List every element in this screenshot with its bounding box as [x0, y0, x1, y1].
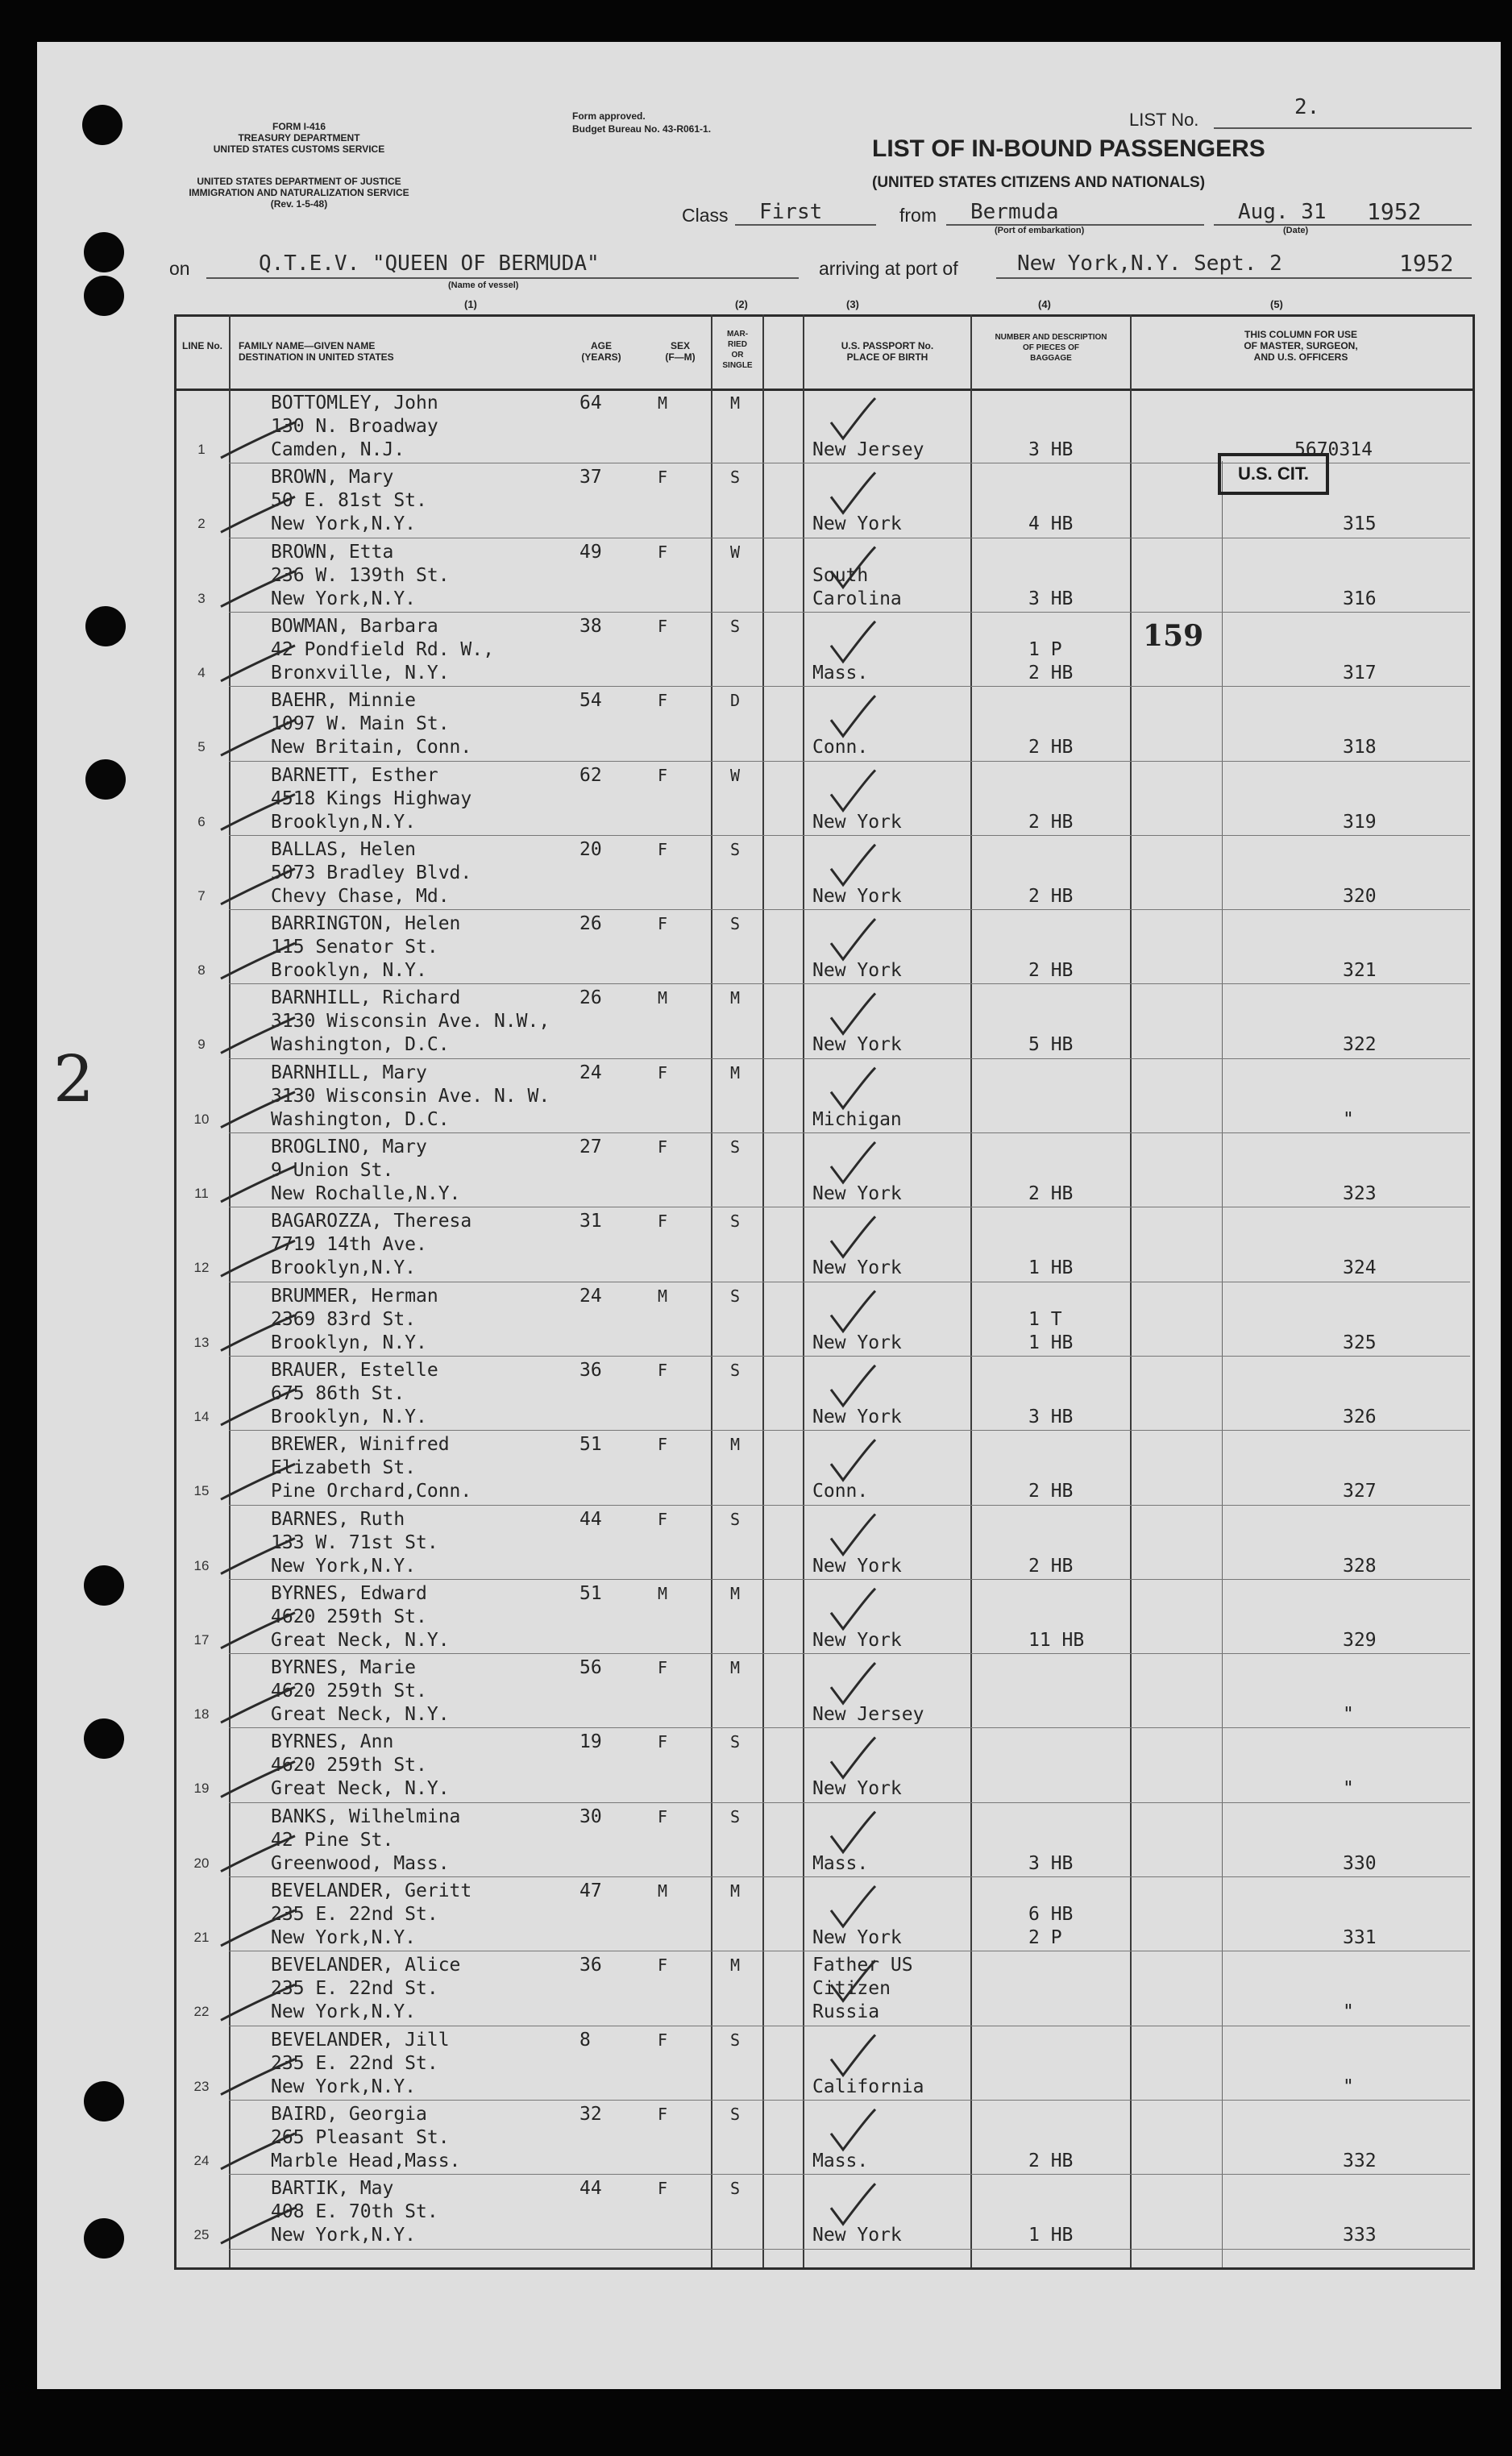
place-of-birth: New York: [812, 1406, 902, 1427]
table-row: [37, 985, 1501, 1059]
date-year: 1952: [1367, 198, 1422, 225]
marital-status: M: [730, 1583, 741, 1603]
passenger-age: 44: [579, 2178, 602, 2200]
passenger-age: 36: [579, 1359, 602, 1381]
passenger-name-address: BREWER, Winifred Elizabeth St. Pine Orchard,Conn.: [271, 1434, 472, 1502]
passenger-sex: F: [658, 1211, 668, 1232]
row-divider: [229, 2249, 1470, 2250]
baggage: 3 HB: [1028, 1406, 1074, 1427]
justice-block: [170, 176, 428, 210]
passenger-sex: F: [658, 691, 668, 711]
line-number: 7: [197, 887, 206, 904]
place-of-birth: Mass.: [812, 1852, 869, 1874]
officer-number: 332: [1343, 2150, 1377, 2171]
place-of-birth: New York: [812, 1629, 902, 1651]
passenger-sex: M: [658, 393, 668, 413]
marital-status: S: [730, 1286, 741, 1306]
from-caption: (Port of embarkation): [995, 226, 1085, 235]
row-divider: [229, 1430, 1470, 1431]
passenger-age: 24: [579, 1062, 602, 1083]
passenger-age: 51: [579, 1582, 602, 1604]
place-of-birth: New York: [812, 885, 902, 907]
passenger-name-address: BYRNES, Edward 4620 259th St. Great Neck, N.Y.: [271, 1582, 450, 1651]
baggage: 2 HB: [1028, 1481, 1074, 1502]
col-head-name: FAMILY NAME—GIVEN NAME DESTINATION IN UNITED STATES: [239, 340, 394, 363]
budget-bureau: Budget Bureau No. 43-R061-1.: [572, 123, 712, 135]
marital-status: S: [730, 616, 741, 636]
marital-status: S: [730, 839, 741, 859]
col-head-sex: SEX (F—M): [665, 340, 696, 363]
place-of-birth: Conn.: [812, 1481, 869, 1502]
passenger-sex: F: [658, 1435, 668, 1455]
manifest-page: [37, 42, 1501, 2389]
row-divider: [229, 761, 1470, 762]
col-head-line: LINE No.: [182, 340, 222, 351]
officer-number: 333: [1343, 2225, 1377, 2246]
passenger-name-address: BARNHILL, Mary 3130 Wisconsin Ave. N. W. Washington, D.C.: [271, 1062, 550, 1130]
marital-status: D: [730, 691, 741, 711]
row-divider: [229, 1802, 1470, 1803]
passenger-name-address: BAEHR, Minnie 1097 W. Main St. New Britain, Conn.: [271, 690, 472, 758]
place-of-birth: New York: [812, 960, 902, 982]
vessel-underline: [206, 277, 799, 279]
marital-status: M: [730, 1062, 741, 1083]
baggage: 11 HB: [1028, 1629, 1085, 1651]
table-row: [37, 539, 1501, 613]
row-divider: [229, 2174, 1470, 2175]
col-head-married: MAR- RIED OR SINGLE: [722, 330, 753, 370]
table-row: [37, 2027, 1501, 2101]
page-title: LIST OF IN-BOUND PASSENGERS: [872, 135, 1265, 162]
place-of-birth: California: [812, 2076, 924, 2097]
passenger-age: 49: [579, 541, 602, 563]
place-of-birth: New York: [812, 1332, 902, 1353]
baggage: 2 HB: [1028, 2150, 1074, 2171]
line-number: 25: [193, 2227, 210, 2243]
passenger-sex: F: [658, 616, 668, 636]
marital-status: M: [730, 1658, 741, 1678]
passenger-sex: F: [658, 765, 668, 785]
line-number: 22: [193, 2004, 210, 2020]
on-label: on: [169, 258, 190, 279]
passenger-age: 20: [579, 838, 602, 860]
place-of-birth: New York: [812, 1555, 902, 1577]
passenger-sex: F: [658, 1732, 668, 1752]
baggage: 5 HB: [1028, 1034, 1074, 1056]
passenger-age: 38: [579, 615, 602, 637]
row-divider: [229, 686, 1470, 687]
line-number: 8: [197, 962, 206, 979]
line-number: 24: [193, 2152, 210, 2168]
line-number: 10: [193, 1111, 210, 1127]
passenger-name-address: BARRINGTON, Helen 115 Senator St. Brooklyn, N.Y.: [271, 913, 461, 982]
baggage: 1 P 2 HB: [1028, 638, 1074, 684]
passenger-name-address: BEVELANDER, Jill 235 E. 22nd St. New York,N.Y.: [271, 2029, 450, 2097]
justice-dept: UNITED STATES DEPARTMENT OF JUSTICE: [197, 176, 401, 187]
passenger-name-address: BRAUER, Estelle 675 86th St. Brooklyn, N.Y.: [271, 1359, 438, 1427]
col-num-1: (1): [464, 298, 477, 310]
passenger-name-address: BROWN, Etta 236 W. 139th St. New York,N.Y.: [271, 541, 450, 609]
passenger-sex: F: [658, 1360, 668, 1380]
line-number: 16: [193, 1557, 210, 1573]
table-row: [37, 837, 1501, 911]
passenger-name-address: BROGLINO, Mary 9 Union St. New Rochalle,N.Y.: [271, 1137, 461, 1204]
officer-number: 315: [1343, 513, 1377, 535]
place-of-birth: Mass.: [812, 662, 869, 684]
marital-status: S: [730, 1137, 741, 1157]
table-row: [37, 1432, 1501, 1506]
passenger-age: 36: [579, 1955, 602, 1976]
officer-number: 321: [1343, 960, 1377, 982]
passenger-sex: F: [658, 1062, 668, 1083]
marital-status: M: [730, 393, 741, 413]
baggage: 2 HB: [1028, 885, 1074, 907]
passenger-sex: M: [658, 1583, 668, 1603]
line-number: 13: [193, 1334, 210, 1350]
baggage: 2 HB: [1028, 960, 1074, 982]
line-number: 4: [197, 664, 206, 680]
officer-number: 331: [1343, 1927, 1377, 1948]
table-row: [37, 1952, 1501, 2026]
marital-status: M: [730, 1955, 741, 1976]
passenger-age: 56: [579, 1657, 602, 1679]
officer-number: 316: [1343, 588, 1377, 609]
row-divider: [229, 983, 1470, 984]
officer-number: ": [1343, 1778, 1354, 1800]
date-value: Aug. 31: [1238, 200, 1327, 224]
marital-status: S: [730, 1509, 741, 1529]
col-num-3: (3): [846, 298, 859, 310]
revision: (Rev. 1-5-48): [270, 198, 328, 210]
passenger-sex: F: [658, 2179, 668, 2199]
line-number: 15: [193, 1483, 210, 1499]
passenger-sex: M: [658, 1881, 668, 1901]
row-divider: [229, 1505, 1470, 1506]
place-of-birth: South Carolina: [812, 564, 902, 609]
baggage: 1 HB: [1028, 1257, 1074, 1279]
form-approved: Form approved. Budget Bureau No. 43-R061-1.: [572, 110, 712, 135]
from-label: from: [899, 205, 937, 226]
table-row: [37, 1134, 1501, 1208]
line-number: 12: [193, 1260, 210, 1276]
passenger-name-address: BANKS, Wilhelmina 42 Pine St. Greenwood, Mass.: [271, 1806, 461, 1874]
handwritten-number: 159: [1143, 619, 1204, 653]
table-row: [37, 1506, 1501, 1581]
line-number: 20: [193, 1855, 210, 1871]
passenger-name-address: BOTTOMLEY, John 130 N. Broadway Camden, N.J.: [271, 393, 438, 460]
table-row: [37, 1804, 1501, 1878]
margin-mark: 2: [53, 1041, 94, 1116]
punch-hole: [82, 105, 123, 145]
col-head-baggage: NUMBER AND DESCRIPTION OF PIECES OF BAGGAGE: [995, 333, 1107, 363]
row-divider: [229, 2100, 1470, 2101]
place-of-birth: New York: [812, 1183, 902, 1204]
line-number: 23: [193, 2078, 210, 2094]
passenger-age: 8: [579, 2029, 591, 2051]
passenger-age: 64: [579, 393, 602, 413]
baggage: 1 HB: [1028, 2225, 1074, 2246]
agency-block: [170, 121, 428, 155]
officer-number: 318: [1343, 737, 1377, 758]
baggage: 6 HB 2 P: [1028, 1904, 1074, 1948]
place-of-birth: New York: [812, 513, 902, 535]
customs-service: UNITED STATES CUSTOMS SERVICE: [213, 143, 385, 155]
passenger-name-address: BAGAROZZA, Theresa 7719 14th Ave. Brooklyn,N.Y.: [271, 1211, 472, 1279]
marital-status: W: [730, 542, 741, 562]
punch-hole: [84, 232, 124, 272]
marital-status: W: [730, 765, 741, 785]
passenger-sex: M: [658, 1286, 668, 1306]
form-number: FORM I-416: [272, 121, 326, 132]
table-row: [37, 688, 1501, 762]
passenger-name-address: BAIRD, Georgia 265 Pleasant St. Marble Head,Mass.: [271, 2103, 461, 2171]
place-of-birth: New York: [812, 1257, 902, 1279]
officer-number: ": [1343, 1108, 1354, 1130]
row-divider: [229, 1132, 1470, 1133]
officer-number: 317: [1343, 662, 1377, 684]
table-row: [37, 1060, 1501, 1134]
marital-status: S: [730, 2179, 741, 2199]
line-number: 1: [197, 442, 206, 457]
place-of-birth: New York: [812, 1778, 902, 1800]
passenger-age: 37: [579, 467, 602, 488]
line-number: 9: [197, 1037, 206, 1053]
col-head-passport: U.S. PASSPORT No. PLACE OF BIRTH: [841, 340, 934, 363]
marital-status: S: [730, 2030, 741, 2050]
passenger-age: 26: [579, 913, 602, 935]
passenger-name-address: BARNETT, Esther 4518 Kings Highway Brooklyn,N.Y.: [271, 764, 472, 833]
row-divider: [229, 1727, 1470, 1728]
line-number: 6: [197, 813, 206, 829]
row-divider: [229, 1058, 1470, 1059]
line-number: 11: [194, 1186, 209, 1201]
arrival-year: 1952: [1399, 250, 1454, 276]
officer-number: 319: [1343, 811, 1377, 833]
passenger-sex: F: [658, 1137, 668, 1157]
officer-number: 329: [1343, 1629, 1377, 1651]
marital-status: S: [730, 1360, 741, 1380]
baggage: 4 HB: [1028, 513, 1074, 535]
passenger-sex: F: [658, 2104, 668, 2124]
officer-number: ": [1343, 1704, 1354, 1726]
officer-number: 325: [1343, 1332, 1377, 1353]
col-head-officers: THIS COLUMN FOR USE OF MASTER, SURGEON, AND U.S. OFFICERS: [1244, 329, 1358, 363]
table-row: [37, 1357, 1501, 1432]
class-underline: [735, 224, 876, 226]
place-of-birth: New York: [812, 1927, 902, 1948]
place-of-birth: New York: [812, 2225, 902, 2246]
ins-service: IMMIGRATION AND NATURALIZATION SERVICE: [189, 187, 409, 198]
passenger-age: 27: [579, 1137, 602, 1157]
passenger-age: 30: [579, 1806, 602, 1827]
list-no-label: LIST No.: [1129, 110, 1199, 130]
passenger-sex: F: [658, 1509, 668, 1529]
row-divider: [229, 1876, 1470, 1877]
class-value: First: [759, 200, 823, 224]
marital-status: M: [730, 988, 741, 1008]
passenger-age: 19: [579, 1731, 602, 1753]
passenger-sex: F: [658, 2030, 668, 2050]
baggage: 3 HB: [1028, 1852, 1074, 1874]
table-row: [37, 763, 1501, 837]
row-divider: [229, 835, 1470, 836]
line-number: 2: [197, 516, 206, 532]
passenger-age: 24: [579, 1285, 602, 1307]
marital-status: S: [730, 1806, 741, 1826]
baggage: 3 HB: [1028, 588, 1074, 609]
officer-number: ": [1343, 2001, 1354, 2023]
officer-number: 327: [1343, 1481, 1377, 1502]
baggage: 2 HB: [1028, 811, 1074, 833]
treasury-dept: TREASURY DEPARTMENT: [238, 132, 360, 143]
line-number: 21: [193, 1930, 210, 1945]
passenger-age: 54: [579, 690, 602, 712]
date-caption: (Date): [1283, 226, 1309, 235]
passenger-name-address: BALLAS, Helen 5073 Bradley Blvd. Chevy Chase, Md.: [271, 838, 472, 907]
table-row: [37, 1208, 1501, 1282]
line-number: 17: [193, 1631, 210, 1648]
officer-number: 322: [1343, 1034, 1377, 1056]
passenger-sex: F: [658, 914, 668, 934]
place-of-birth: Conn.: [812, 737, 869, 758]
col-num-2: (2): [735, 298, 748, 310]
passenger-age: 51: [579, 1434, 602, 1456]
us-citizen-stamp: U.S. CIT.: [1218, 453, 1329, 495]
vessel-name: Q.T.E.V. "QUEEN OF BERMUDA": [259, 251, 600, 276]
marital-status: S: [730, 2104, 741, 2124]
passenger-age: 31: [579, 1211, 602, 1232]
place-of-birth: Father US Citizen Russia: [812, 1955, 913, 2023]
officer-number: 330: [1343, 1852, 1377, 1874]
line-number: 5: [197, 739, 206, 755]
place-of-birth: New Jersey: [812, 439, 924, 460]
marital-status: M: [730, 1435, 741, 1455]
passenger-sex: F: [658, 1955, 668, 1976]
from-value: Bermuda: [970, 200, 1059, 224]
officer-number: 328: [1343, 1555, 1377, 1577]
passenger-age: 47: [579, 1880, 602, 1901]
page-subtitle: (UNITED STATES CITIZENS AND NATIONALS): [872, 174, 1206, 191]
punch-hole: [84, 276, 124, 316]
col-num-5: (5): [1270, 298, 1283, 310]
passenger-age: 26: [579, 987, 602, 1009]
passenger-age: 32: [579, 2103, 602, 2125]
passenger-name-address: BOWMAN, Barbara 42 Pondfield Rd. W., Bronxville, N.Y.: [271, 615, 494, 684]
baggage: 3 HB: [1028, 439, 1074, 460]
passenger-name-address: BEVELANDER, Geritt 235 E. 22nd St. New York,N.Y.: [271, 1880, 472, 1948]
line-number: 3: [197, 590, 206, 606]
table-row: [37, 1283, 1501, 1357]
passenger-sex: F: [658, 839, 668, 859]
place-of-birth: Mass.: [812, 2150, 869, 2171]
list-no-underline: [1214, 127, 1472, 129]
passenger-age: 62: [579, 764, 602, 786]
table-row: [37, 1581, 1501, 1655]
officer-number: 326: [1343, 1406, 1377, 1427]
passenger-age: 44: [579, 1508, 602, 1530]
place-of-birth: New York: [812, 811, 902, 833]
passenger-sex: F: [658, 542, 668, 562]
officer-number: 320: [1343, 885, 1377, 907]
baggage: 1 T 1 HB: [1028, 1308, 1074, 1353]
row-divider: [229, 1356, 1470, 1357]
officer-number: ": [1343, 2076, 1354, 2097]
col-num-4: (4): [1038, 298, 1051, 310]
place-of-birth: New York: [812, 1034, 902, 1056]
passenger-name-address: BROWN, Mary 50 E. 81st St. New York,N.Y.: [271, 467, 427, 535]
row-divider: [229, 909, 1470, 910]
place-of-birth: New Jersey: [812, 1704, 924, 1726]
officer-number: 323: [1343, 1183, 1377, 1204]
table-row: [37, 2101, 1501, 2175]
col-head-age: AGE (YEARS): [581, 340, 621, 363]
table-row: [37, 2175, 1501, 2250]
table-row: [37, 613, 1501, 688]
place-of-birth: Michigan: [812, 1108, 902, 1130]
date-underline: [1214, 224, 1472, 226]
passenger-sex: F: [658, 468, 668, 488]
officer-number: 324: [1343, 1257, 1377, 1279]
officer-number: 5670314: [1294, 439, 1373, 460]
passenger-name-address: BYRNES, Marie 4620 259th St. Great Neck, N.Y.: [271, 1657, 450, 1726]
table-row: [37, 1655, 1501, 1729]
arrival-port: New York,N.Y. Sept. 2: [1017, 251, 1282, 276]
row-divider: [229, 1579, 1470, 1580]
arriving-label: arriving at port of: [819, 258, 958, 279]
passenger-name-address: BEVELANDER, Alice 235 E. 22nd St. New York,N.Y.: [271, 1955, 461, 2023]
passenger-sex: F: [658, 1806, 668, 1826]
arrival-underline: [996, 277, 1472, 279]
table-row: [37, 1729, 1501, 1803]
passenger-name-address: BRUMMER, Herman 2369 83rd St. Brooklyn, N.Y.: [271, 1285, 438, 1353]
passenger-sex: F: [658, 1658, 668, 1678]
marital-status: M: [730, 1881, 741, 1901]
table-row: [37, 911, 1501, 985]
passenger-name-address: BARNHILL, Richard 3130 Wisconsin Ave. N.W., Washington, D.C.: [271, 987, 550, 1056]
passenger-name-address: BYRNES, Ann 4620 259th St. Great Neck, N.Y.: [271, 1731, 450, 1800]
baggage: 2 HB: [1028, 737, 1074, 758]
marital-status: S: [730, 1732, 741, 1752]
table-row: [37, 1878, 1501, 1952]
line-number: 18: [193, 1706, 210, 1723]
passenger-name-address: BARTIK, May 408 E. 70th St. New York,N.Y.: [271, 2178, 438, 2246]
passenger-name-address: BARNES, Ruth 133 W. 71st St. New York,N.Y.: [271, 1508, 438, 1577]
marital-status: S: [730, 914, 741, 934]
row-divider: [229, 1653, 1470, 1654]
passenger-sex: M: [658, 988, 668, 1008]
marital-status: S: [730, 468, 741, 488]
row-divider: [229, 612, 1470, 613]
vessel-caption: (Name of vessel): [448, 281, 519, 290]
line-number: 19: [193, 1781, 210, 1797]
line-number: 14: [193, 1408, 210, 1424]
list-no-value: 2.: [1294, 95, 1320, 119]
baggage: 2 HB: [1028, 1555, 1074, 1577]
baggage: 2 HB: [1028, 1183, 1074, 1204]
marital-status: S: [730, 1211, 741, 1232]
class-label: Class: [682, 205, 729, 226]
